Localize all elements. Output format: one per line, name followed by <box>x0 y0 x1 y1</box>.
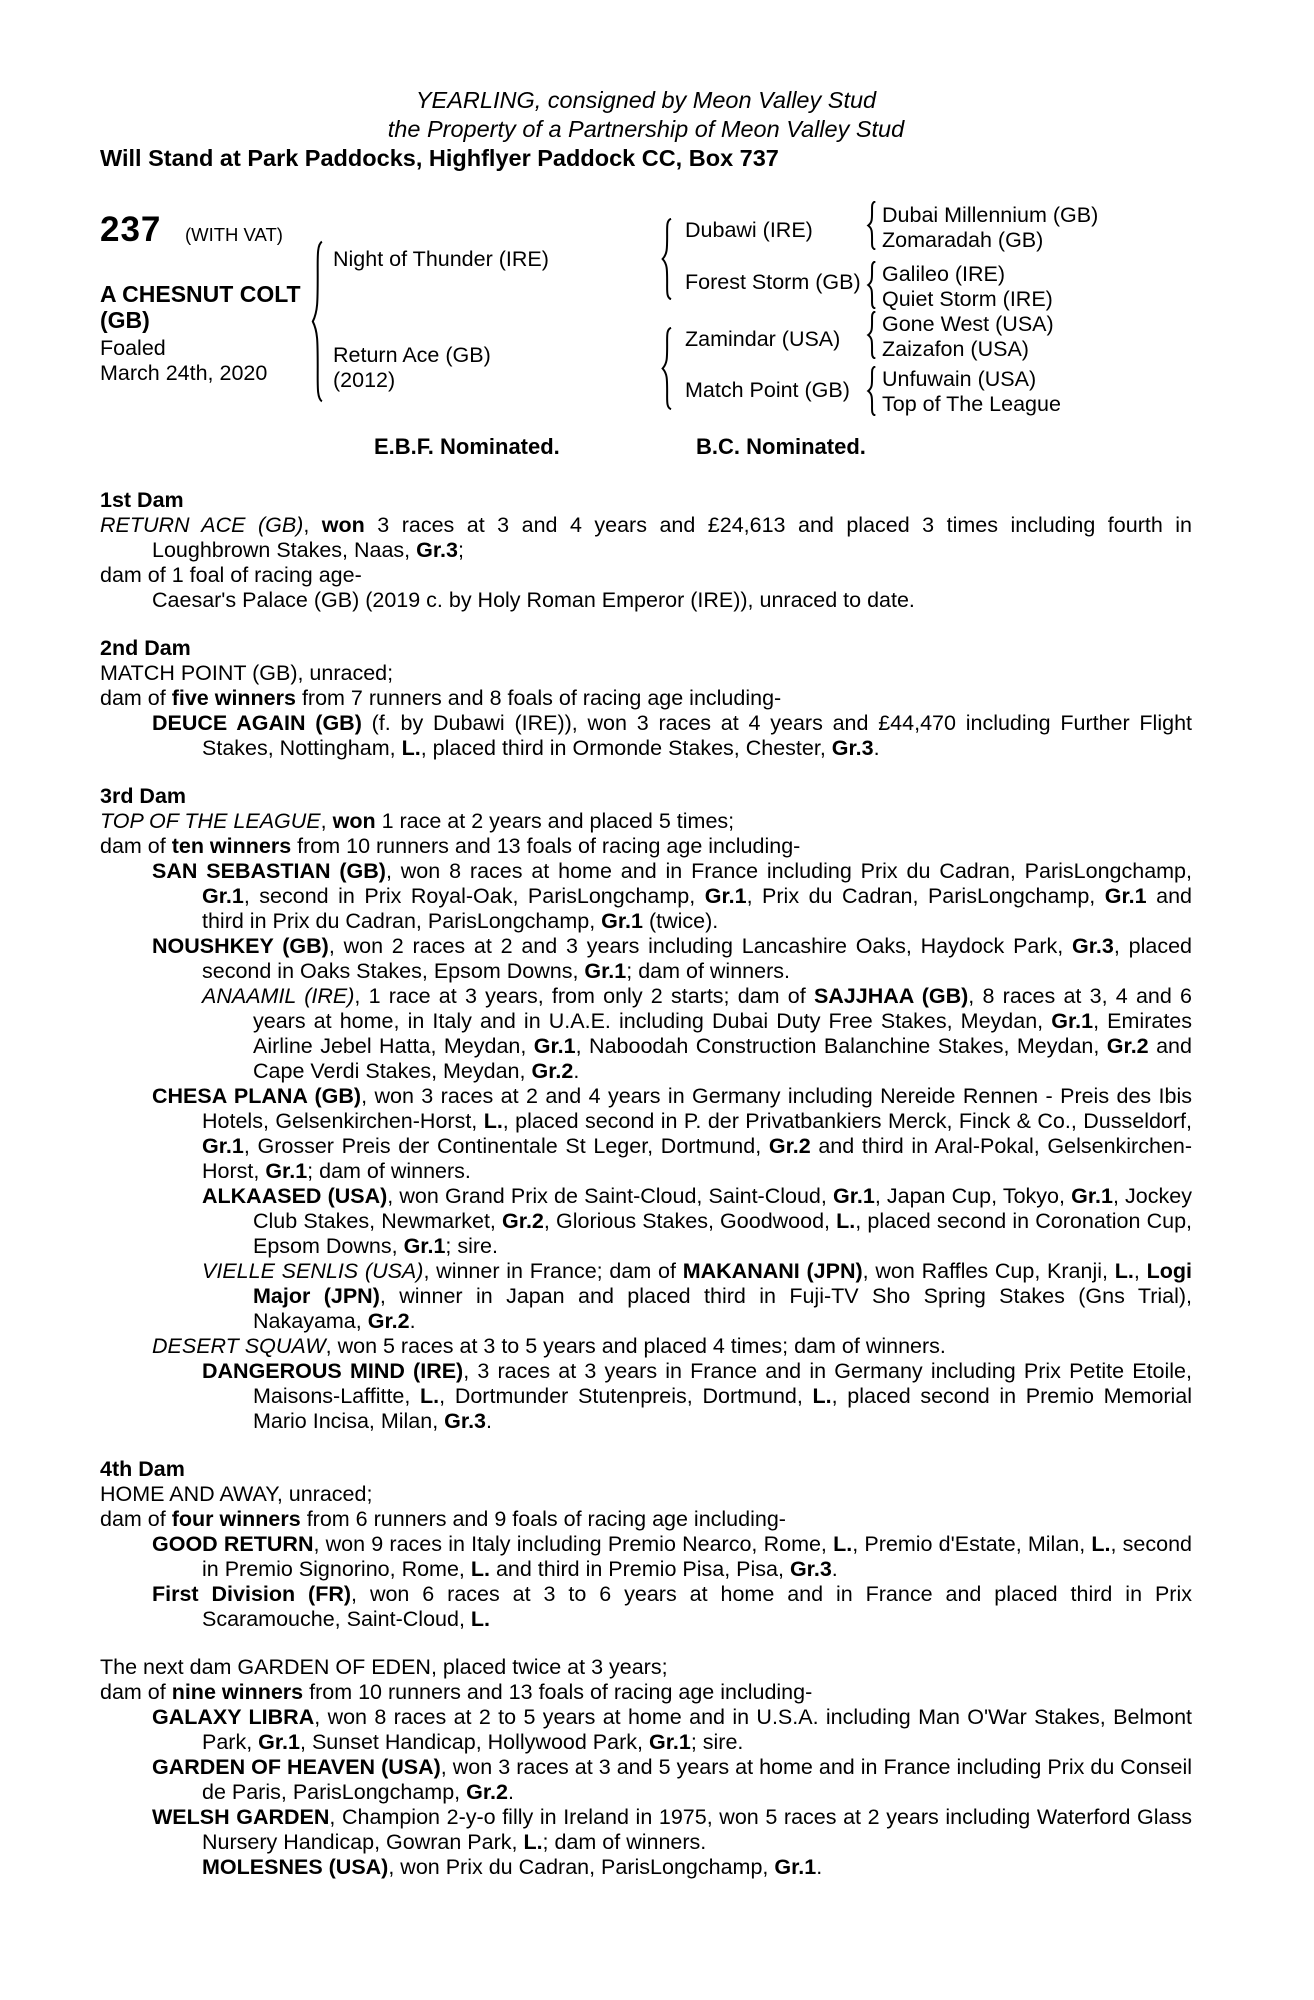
dam-year: (2012) <box>333 368 396 392</box>
text-segment: , winner in France; dam of <box>423 1259 683 1283</box>
text-segment: Gr.1 <box>584 959 627 983</box>
pedigree-brace-gp4 <box>866 366 877 416</box>
pedigree-paragraph <box>100 588 1192 613</box>
text-segment: HOME AND AWAY, unraced; <box>100 1482 373 1506</box>
text-segment: five winners <box>171 686 296 710</box>
section-heading: 2nd Dam <box>100 636 191 660</box>
text-segment: MAKANANI (JPN) <box>682 1259 863 1283</box>
text-segment: , won 3 races at 3 and 5 years at home and in France including Prix du Conseil de Paris, ParisLongchamp, <box>202 1755 1193 1804</box>
text-segment: , Emirates Airline Jebel Hatta, Meydan, <box>253 1009 1192 1058</box>
granddam-name: Forest Storm (GB) <box>685 270 861 294</box>
text-segment: L. <box>470 1557 490 1581</box>
text-segment: TOP OF THE LEAGUE <box>100 809 321 833</box>
section-heading: 1st Dam <box>100 488 184 512</box>
text-segment: L. <box>1114 1259 1134 1283</box>
text-segment: from 10 runners and 13 foals of racing age including- <box>291 834 801 858</box>
text-segment: Gr.1 <box>265 1159 308 1183</box>
foaled-label: Foaled <box>100 336 166 360</box>
pedigree-paragraph <box>100 686 1192 711</box>
text-segment: , placed third in Ormonde Stakes, Chester, <box>420 736 832 760</box>
text-segment: , Grosser Preis der Continentale St Leger, Dortmund, <box>243 1134 769 1158</box>
ggp-name: Zaizafon (USA) <box>882 337 1029 361</box>
text-segment: , won Raffles Cup, Kranji, <box>862 1259 1115 1283</box>
text-segment: , 1 race at 3 years, from only 2 starts; dam of <box>354 984 814 1008</box>
text-segment: Gr.1 <box>202 884 244 908</box>
pedigree-brace-gp3 <box>866 311 877 359</box>
consignment-line-2: the Property of a Partnership of Meon Valley Stud <box>387 116 905 142</box>
text-segment: ALKAASED (USA) <box>202 1184 388 1208</box>
text-segment: , placed second in Oaks Stakes, Epsom Downs, <box>202 934 1192 983</box>
text-segment: from 10 runners and 13 foals of racing age including- <box>303 1680 813 1704</box>
text-segment: , second in Prix Royal-Oak, ParisLongchamp, <box>243 884 705 908</box>
text-segment: , <box>1133 1259 1147 1283</box>
text-segment: Gr.1 <box>202 1134 244 1158</box>
pedigree-section <box>100 488 1192 613</box>
text-segment: , 8 races at 3, 4 and 6 years at home, in Italy and in U.A.E. including Dubai Duty Free Stakes, Meydan, <box>253 984 1193 1033</box>
text-segment: Gr.3 <box>416 538 458 562</box>
bc-nominated-label: B.C. Nominated. <box>696 434 866 459</box>
pedigree-section <box>100 784 1192 1434</box>
ggp-name: Unfuwain (USA) <box>882 367 1037 391</box>
text-segment: 3 races at 3 and 4 years and £24,613 and placed 3 times including fourth in Loughbrown Stakes, Naas, <box>152 513 1192 562</box>
text-segment: dam of <box>100 1680 172 1704</box>
text-segment: , placed second in Coronation Cup, Epsom Downs, <box>253 1209 1192 1258</box>
ggp-name: Zomaradah (GB) <box>882 228 1044 252</box>
grandsire-name: Dubawi (IRE) <box>685 218 813 242</box>
text-segment: ; sire. <box>690 1730 744 1754</box>
pedigree-paragraph <box>100 1482 1192 1507</box>
pedigree-paragraph <box>100 563 1192 588</box>
pedigree-brace-main <box>310 240 324 403</box>
text-segment: from 6 runners and 9 foals of racing age including- <box>300 1507 786 1531</box>
pedigree-paragraph <box>100 1655 1192 1680</box>
text-segment: , won 8 races at home and in France including Prix du Cadran, ParisLongchamp, <box>385 859 1192 883</box>
text-segment: RETURN ACE (GB) <box>100 513 304 537</box>
pedigree-paragraph <box>100 1705 1192 1755</box>
text-segment: ; dam of winners. <box>542 1830 707 1854</box>
text-segment: GOOD RETURN <box>152 1532 314 1556</box>
text-segment: , placed second in Premio Memorial Mario Incisa, Milan, <box>253 1384 1192 1433</box>
lot-description: A CHESNUT COLT <box>100 281 301 307</box>
text-segment: ; sire. <box>445 1234 498 1258</box>
pedigree-paragraph <box>100 1680 1192 1705</box>
pedigree-brace-dam <box>660 327 673 410</box>
text-segment: WELSH GARDEN <box>152 1805 330 1829</box>
text-segment: L. <box>401 736 421 760</box>
text-segment: , won Prix du Cadran, ParisLongchamp, <box>388 1855 775 1879</box>
text-segment: , <box>303 513 322 537</box>
text-segment: ; dam of winners. <box>626 959 790 983</box>
consignment-line-1: YEARLING, consigned by Meon Valley Stud <box>415 87 877 113</box>
text-segment: Gr.1 <box>774 1855 817 1879</box>
text-segment: , won 6 races at 3 to 6 years at home and in France and placed third in Prix Scaramouche, Saint-Cloud, <box>202 1582 1192 1631</box>
text-segment: Gr.3 <box>1072 934 1114 958</box>
text-segment: Gr.1 <box>1071 1184 1113 1208</box>
text-segment: L. <box>523 1830 543 1854</box>
second-dam-name: Match Point (GB) <box>685 378 850 402</box>
text-segment: and third in Prix du Cadran, ParisLongchamp, <box>202 884 1192 933</box>
text-segment: First Division (FR) <box>152 1582 352 1606</box>
text-segment: . <box>816 1855 823 1879</box>
pedigree-paragraph <box>100 1359 1192 1434</box>
text-segment: . <box>507 1780 514 1804</box>
text-segment: SAN SEBASTIAN (GB) <box>152 859 386 883</box>
text-segment: (twice). <box>643 909 719 933</box>
pedigree-paragraph <box>100 1084 1192 1184</box>
pedigree-paragraph <box>100 1532 1192 1582</box>
stand-location: Will Stand at Park Paddocks, Highflyer Paddock CC, Box 737 <box>100 145 779 171</box>
text-segment: Gr.2 <box>768 1134 811 1158</box>
text-segment: , Sunset Handicap, Hollywood Park, <box>300 1730 649 1754</box>
ggp-name: Gone West (USA) <box>882 312 1054 336</box>
dam-sections <box>100 488 1192 1880</box>
text-segment: four winners <box>171 1507 301 1531</box>
text-segment: VIELLE SENLIS (USA) <box>202 1259 424 1283</box>
text-segment: DESERT SQUAW <box>152 1334 326 1358</box>
section-heading: 3rd Dam <box>100 784 187 808</box>
text-segment: dam of <box>100 1507 172 1531</box>
pedigree-paragraph <box>100 513 1192 563</box>
text-segment: . <box>831 1557 838 1581</box>
text-segment: , Glorious Stakes, Goodwood, <box>543 1209 837 1233</box>
text-segment: . <box>873 736 880 760</box>
text-segment: , 3 races at 3 years in France and in Germany including Prix Petite Etoile, Maisons-Laffitte, <box>253 1359 1192 1408</box>
text-segment: Gr.3 <box>831 736 874 760</box>
text-segment: Gr.2 <box>1106 1034 1149 1058</box>
text-segment: ten winners <box>171 834 292 858</box>
ggp-name: Galileo (IRE) <box>882 262 1006 286</box>
text-segment: , won 5 races at 3 to 5 years and placed 4 times; dam of winners. <box>325 1334 946 1358</box>
text-segment: CHESA PLANA (GB) <box>152 1084 362 1108</box>
text-segment: , Prix du Cadran, ParisLongchamp, <box>746 884 1105 908</box>
dam-name: Return Ace (GB) <box>333 343 491 367</box>
text-segment: , <box>320 809 333 833</box>
lot-vat-note: (WITH VAT) <box>185 224 283 245</box>
text-segment: , Japan Cup, Tokyo, <box>874 1184 1072 1208</box>
text-segment: The next dam GARDEN OF EDEN, placed twice at 3 years; <box>100 1655 668 1679</box>
pedigree-brace-gp2 <box>866 261 877 309</box>
text-segment: . <box>409 1309 416 1333</box>
text-segment: , won 3 races at 2 and 4 years in Germany including Nereide Rennen - Preis des Ibis Hotels, Gelsenkirchen-Horst, <box>202 1084 1193 1133</box>
text-segment: , Premio d'Estate, Milan, <box>852 1532 1092 1556</box>
pedigree-paragraph <box>100 834 1192 859</box>
text-segment: dam of <box>100 686 172 710</box>
text-segment: ANAAMIL (IRE) <box>202 984 355 1008</box>
text-segment: Gr.1 <box>704 884 747 908</box>
pedigree-paragraph <box>100 1334 1192 1359</box>
ggp-name: Dubai Millennium (GB) <box>882 203 1099 227</box>
text-segment: Gr.2 <box>466 1780 508 1804</box>
ggp-name: Quiet Storm (IRE) <box>882 287 1053 311</box>
text-segment: 1 race at 2 years and placed 5 times; <box>375 809 735 833</box>
ebf-nominated-label: E.B.F. Nominated. <box>374 434 560 459</box>
text-segment: L. <box>836 1209 856 1233</box>
pedigree-paragraph <box>100 809 1192 834</box>
text-segment: Gr.2 <box>367 1309 410 1333</box>
text-segment: Gr.1 <box>1104 884 1147 908</box>
text-segment: . <box>486 1409 492 1433</box>
text-segment: and third in Aral-Pokal, Gelsenkirchen-Horst, <box>202 1134 1192 1183</box>
text-segment: Gr.2 <box>531 1059 574 1083</box>
text-segment: , Naboodah Construction Balanchine Stakes, Meydan, <box>575 1034 1107 1058</box>
text-segment: dam of 1 foal of racing age- <box>100 563 362 587</box>
text-segment: , won 8 races at 2 to 5 years at home and in U.S.A. including Man O'War Stakes, Belmont Park, <box>202 1705 1192 1754</box>
text-segment: , won Grand Prix de Saint-Cloud, Saint-Cloud, <box>387 1184 833 1208</box>
text-segment: , Jockey Club Stakes, Newmarket, <box>253 1184 1192 1233</box>
pedigree-table <box>100 200 1192 422</box>
text-segment: MATCH POINT (GB), unraced; <box>100 661 394 685</box>
text-segment: dam of <box>100 834 172 858</box>
text-segment: . <box>573 1059 580 1083</box>
text-segment: Gr.1 <box>1051 1009 1094 1033</box>
pedigree-paragraph <box>100 1805 1192 1855</box>
text-segment: Logi Major (JPN) <box>253 1259 1192 1308</box>
text-segment: ; dam of winners. <box>307 1159 471 1183</box>
text-segment: won <box>321 513 365 537</box>
nominations-row <box>100 434 1192 459</box>
pedigree-section <box>100 1457 1192 1632</box>
text-segment: and Cape Verdi Stakes, Meydan, <box>253 1034 1192 1083</box>
pedigree-paragraph <box>100 1507 1192 1532</box>
text-segment: DEUCE AGAIN (GB) <box>152 711 362 735</box>
text-segment: (f. by Dubawi (IRE)), won 3 races at 4 years and £44,470 including Further Flight Stakes, Nottingham, <box>202 711 1192 760</box>
text-segment: won <box>332 809 376 833</box>
text-segment: nine winners <box>171 1680 304 1704</box>
text-segment: and third in Premio Pisa, Pisa, <box>489 1557 790 1581</box>
text-segment: Gr.1 <box>648 1730 691 1754</box>
pedigree-paragraph <box>100 661 1192 686</box>
text-segment: GARDEN OF HEAVEN (USA) <box>152 1755 441 1779</box>
text-segment: Gr.1 <box>533 1034 576 1058</box>
text-segment: , placed second in P. der Privatbankiers Merck, Finck & Co., Dusseldorf, <box>502 1109 1192 1133</box>
text-segment: , winner in Japan and placed third in Fuji-TV Sho Spring Stakes (Gns Trial), Nakayama, <box>253 1284 1192 1333</box>
foaled-date: March 24th, 2020 <box>100 361 268 385</box>
text-segment: Caesar's Palace (GB) (2019 c. by Holy Roman Emperor (IRE)), unraced to date. <box>152 588 915 612</box>
text-segment: , second in Premio Signorino, Rome, <box>202 1532 1193 1581</box>
pedigree-paragraph <box>100 984 1192 1084</box>
text-segment: NOUSHKEY (GB) <box>152 934 329 958</box>
pedigree-paragraph <box>100 1259 1192 1334</box>
pedigree-section <box>100 636 1192 761</box>
text-segment: , won 2 races at 2 and 3 years including Lancashire Oaks, Haydock Park, <box>328 934 1073 958</box>
text-segment: MOLESNES (USA) <box>202 1855 389 1879</box>
section-heading: 4th Dam <box>100 1457 185 1481</box>
text-segment: Gr.1 <box>258 1730 300 1754</box>
lot-description-suffix: (GB) <box>100 307 150 333</box>
text-segment: L. <box>420 1384 440 1408</box>
consignment-header <box>100 0 1192 173</box>
pedigree-paragraph <box>100 1184 1192 1259</box>
pedigree-paragraph <box>100 711 1192 761</box>
text-segment: Gr.1 <box>403 1234 446 1258</box>
sire-name: Night of Thunder (IRE) <box>333 247 549 271</box>
text-segment: ; <box>457 538 464 562</box>
pedigree-paragraph <box>100 1855 1192 1880</box>
text-segment: Gr.3 <box>444 1409 487 1433</box>
text-segment: DANGEROUS MIND (IRE) <box>202 1359 464 1383</box>
lot-number: 237 <box>100 210 162 249</box>
ggp-name: Top of The League <box>882 392 1061 416</box>
pedigree-paragraph <box>100 934 1192 984</box>
text-segment: from 7 runners and 8 foals of racing age including- <box>295 686 782 710</box>
text-segment: , Dortmunder Stutenpreis, Dortmund, <box>439 1384 813 1408</box>
text-segment: GALAXY LIBRA <box>152 1705 315 1729</box>
text-segment: L. <box>833 1532 853 1556</box>
pedigree-brace-gp1 <box>866 201 877 250</box>
text-segment: L. <box>470 1607 490 1631</box>
pedigree-section <box>100 1655 1192 1880</box>
text-segment: L. <box>1091 1532 1111 1556</box>
text-segment: Gr.2 <box>502 1209 544 1233</box>
text-segment: Gr.3 <box>789 1557 832 1581</box>
damsire-name: Zamindar (USA) <box>685 327 841 351</box>
text-segment: , won 9 races in Italy including Premio Nearco, Rome, <box>313 1532 834 1556</box>
pedigree-paragraph <box>100 1755 1192 1805</box>
text-segment: SAJJHAA (GB) <box>813 984 969 1008</box>
text-segment: Gr.1 <box>601 909 643 933</box>
text-segment: L. <box>812 1384 832 1408</box>
text-segment: , Champion 2-y-o filly in Ireland in 1975, won 5 races at 2 years including Waterford Glass Nursery Handicap, Gowran Park, <box>202 1805 1192 1854</box>
pedigree-paragraph <box>100 1582 1192 1632</box>
pedigree-paragraph <box>100 859 1192 934</box>
pedigree-brace-sire <box>660 218 673 300</box>
text-segment: Gr.1 <box>832 1184 875 1208</box>
text-segment: L. <box>483 1109 503 1133</box>
